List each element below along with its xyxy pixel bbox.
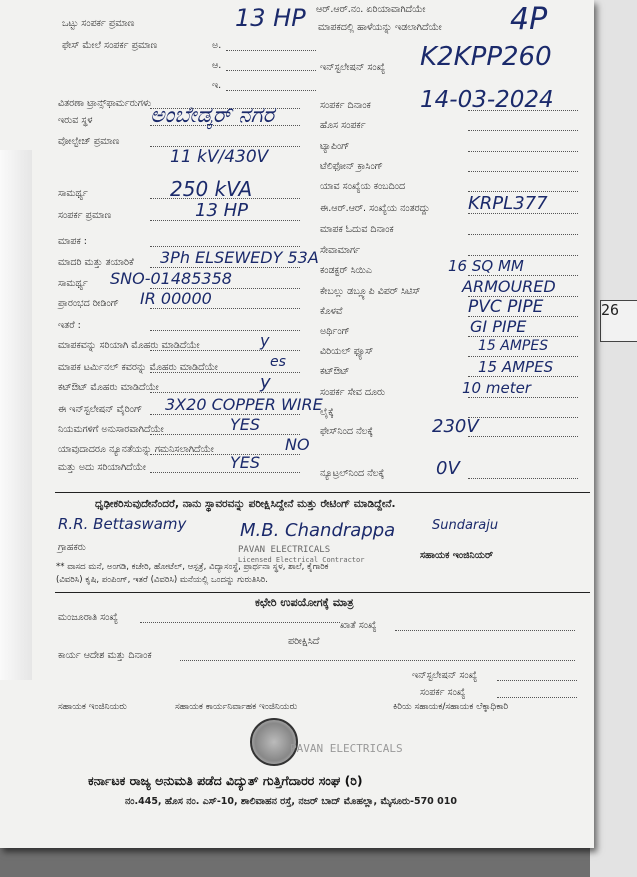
right-field-label: ಕೇಬಲ್ಲು ಡಬ್ಲ್ಯೂಪಿ ವಿಪರ್ ಸಿಟಿಸ್ <box>320 286 421 297</box>
left-field-line <box>150 330 300 331</box>
association-title: ಕರ್ನಾಟಕ ರಾಜ್ಯ ಅನುಮತಿ ಪಡೆದ ವಿದ್ಯುತ್ ಗುತ್ತಿಗೆದಾರರ ಸಂಘ (ರಿ) <box>88 773 363 788</box>
left-field-value: IR 00000 <box>140 289 212 309</box>
left-field-value: y <box>260 331 270 351</box>
left-field-value: 11 kV/430V <box>170 146 269 167</box>
right-field-label: ಟೆಲಿಫೋನ್ ಕ್ರಾಸಿಂಗ್ <box>320 161 383 172</box>
phase-load-label: ಫೇಸ್ ಮೇಲೆ ಸಂಪರ್ಕ ಪ್ರಮಾಣ <box>62 40 158 51</box>
right-field-line <box>468 130 578 131</box>
right-field-label: ಸಂಪರ್ಕ ದಿನಾಂಕ <box>320 100 371 111</box>
office-installation-label: ಇನ್‌ಸ್ಟಲೇಷನ್ ಸಂಖ್ಯೆ <box>412 670 478 681</box>
left-field-value: es <box>270 354 286 371</box>
left-field-value: y <box>260 372 271 394</box>
office-use-heading: ಕಛೇರಿ ಉಪಯೋಗಕ್ಕೆ ಮಾತ್ರ <box>255 596 354 609</box>
right-field-value: KRPL377 <box>468 193 548 215</box>
right-field-line <box>468 478 578 479</box>
left-field-label: ಸಂಪರ್ಕ ಪ್ರಮಾಣ <box>58 210 112 221</box>
left-field-value: 250 kVA <box>170 177 253 201</box>
customer-label: ಗ್ರಾಹಕರು <box>58 542 86 553</box>
left-field-label: ಕಟ್‌ಔಟ್ ಮೊಹರು ಮಾಡಿದೆಯೇ <box>58 382 159 393</box>
contractor-stamp-sub: Licensed Electrical Contractor <box>238 556 365 564</box>
usage-note-line1: ** ವಾಸದ ಮನೆ, ಅಂಗಡಿ, ಕಚೇರಿ, ಹೋಟೆಲ್, ಆಸ್ಪತ್ರೆ, ವಿದ್ಯಾಸಂಸ್ಥೆ, ಪ್ರಾರ್ಥನಾ ಸ್ಥಳ, ಶಾಲೆ, ಕೈಗಾರಿಕ <box>56 562 329 572</box>
meter-sheet-value: 4P <box>510 2 548 37</box>
right-field-label: ಟ್ಯಾಪಿಂಗ್ <box>320 141 350 152</box>
left-field-line <box>150 472 300 473</box>
left-field-label: ಯಾವುದಾದರೂ ನ್ಯೂನತೆಯನ್ನು ಗಮನಿಸಲಾಗಿದೆಯೇ <box>58 444 214 455</box>
ae-label: ಸಹಾಯಕ ಇಂಜಿನಿಯರು <box>58 702 127 712</box>
left-field-line <box>150 454 300 455</box>
divider-certification <box>55 492 590 493</box>
right-field-value: 14-03-2024 <box>420 87 554 114</box>
work-order-label: ಕಾರ್ಯ ಆದೇಶ ಮತ್ತು ದಿನಾಂಕ <box>58 650 152 661</box>
left-field-label: ವಿತರಣಾ ಟ್ರಾನ್ಸ್‌ಫಾರ್ಮರುಗಳು <box>58 98 152 109</box>
right-field-label: ನ್ಯೂಟ್ರಲ್‌ನಿಂದ ನೆಲಕ್ಕೆ <box>320 468 385 479</box>
engineer-stamp: ಸಹಾಯಕ ಇಂಜಿನಿಯರ್ <box>420 550 494 561</box>
certification-statement: ಧೃಢೀಕರಿಸುವುದೇನೆಂದರೆ, ನಾನು ಸ್ಥಾವರವನ್ನು ಪರೀಕ್ಷಿಸಿದ್ದೇನೆ ಮತ್ತು ರೇಟಿಂಗ್ ಮಾಡಿದ್ದೇನೆ. <box>95 498 396 510</box>
right-field-value: PVC PIPE <box>468 296 544 317</box>
phase-aa-line <box>226 70 316 71</box>
engineer-signature: Sundaraju <box>432 518 499 533</box>
right-field-label: ಮಾಪಕ ಓದುವ ದಿನಾಂಕ <box>320 224 394 235</box>
meter-sheet-label: ಮಾಪಕದಲ್ಲಿ ಹಾಳೆಯನ್ನು ಇಡಲಾಗಿದೆಯೇ <box>318 22 442 33</box>
sanction-no-label: ಮಂಜೂರಾತಿ ಸಂಖ್ಯೆ <box>58 612 118 623</box>
phase-i-line <box>226 90 316 91</box>
left-field-value: 3X20 COPPER WIRE <box>165 395 323 415</box>
office-connection-line <box>497 697 577 698</box>
right-field-line <box>468 397 578 398</box>
right-field-label: ಕೊಳವೆ <box>320 306 343 317</box>
left-field-value: 3Ph ELSEWEDY 53A <box>160 248 319 268</box>
rr-area-label: ಆರ್.ಆರ್.ನಂ. ಏರಿಯಾವಾಗಿದೆಯೇ <box>316 4 426 15</box>
right-field-line <box>468 234 578 235</box>
customer-signature: R.R. Bettaswamy <box>58 515 187 533</box>
checked-label: ಪರೀಕ್ಷಿಸಿದೆ <box>288 636 320 647</box>
work-order-line <box>180 660 575 661</box>
right-field-line <box>468 171 578 172</box>
left-field-value: YES <box>230 415 261 435</box>
right-field-label: ಅರ್ಥಿಂಗ್ <box>320 326 350 337</box>
right-field-label: ಹೊಸ ಸಂಪರ್ಕ <box>320 120 366 131</box>
left-field-label: ಸಾಮರ್ಥ್ಯ <box>58 188 88 199</box>
contractor-signature: M.B. Chandrappa <box>240 520 396 541</box>
left-field-label: ಮಾಪಕ : <box>58 236 87 247</box>
right-field-value: 15 AMPES <box>478 338 549 355</box>
right-field-label: ಕಂಡಕ್ಟರ್ ಸಿಯಿಎ <box>320 265 372 276</box>
right-field-value: 15 AMPES <box>478 357 554 376</box>
total-connection-value: 13 HP <box>235 4 306 32</box>
left-field-label: ಇತರೆ : <box>58 320 81 331</box>
right-field-label: ಈ.ಆರ್.ಆರ್. ಸಂಖ್ಯೆಯ ನಂತರದ್ದು <box>320 203 430 214</box>
background-sheet <box>590 0 637 877</box>
left-field-value: NO <box>285 435 310 455</box>
right-field-label: ಸಂಪರ್ಕ ಸೇವ ದೂರು <box>320 387 386 398</box>
right-field-label: ವಿರಿಯಲ್ ಫ್ಯೂಸ್ <box>320 346 374 357</box>
left-field-label: ಇರುವ ಸ್ಥಳ <box>58 115 93 126</box>
right-field-value: GI PIPE <box>470 317 527 337</box>
left-field-value: ಅಂಬೇಡ್ಕರ್ ನಗರ <box>150 102 275 128</box>
left-field-label: ವೋಲ್ಟೇಜ್ ಪ್ರಮಾಣ <box>58 136 120 147</box>
right-field-value: 10 meter <box>462 378 531 397</box>
left-field-label: ಸಾಮರ್ಥ್ಯ <box>58 278 88 289</box>
left-field-line <box>150 434 300 435</box>
account-no-label: ಖಾತೆ ಸಂಖ್ಯೆ <box>340 620 377 631</box>
right-field-line <box>468 417 578 418</box>
account-no-line <box>395 630 575 631</box>
association-address: ನಂ.445, ಹೊಸ ನಂ. ಎಸ್-10, ಶಾಲಿವಾಹನ ರಸ್ತೆ, ನಜರ್ ಬಾದ್ ಮೊಹಲ್ಲಾ, ಮೈಸೂರು-570 010 <box>125 796 457 807</box>
ao-label: ಕಿರಿಯ ಸಹಾಯಕ/ಸಹಾಯಕ ಲೆಕ್ಕಾಧಿಕಾರಿ <box>393 702 509 712</box>
aee-label: ಸಹಾಯಕ ಕಾರ್ಯನಿರ್ವಾಹಕ ಇಂಜಿನಿಯರು <box>175 702 298 712</box>
left-field-label: ಮಾದರಿ ಮತ್ತು ತಯಾರಿಕೆ <box>58 257 134 268</box>
right-field-label: ಕಟ್‌ಔಟ್ <box>320 366 350 377</box>
installation-no-label: ಇನ್‌ಸ್ಟಲೇಷನ್ ಸಂಖ್ಯೆ <box>320 62 386 73</box>
right-field-label: ಸೇವಾಮಾರ್ಗ <box>320 245 361 256</box>
phase-aa-label: ಆ. <box>212 60 222 71</box>
right-field-line <box>468 436 578 437</box>
left-field-label: ಪ್ರಾರಂಭದ ರೀಡಿಂಗ್ <box>58 298 119 309</box>
right-field-line <box>468 376 578 377</box>
right-field-label: ಫೇಸ್‌ನಿಂದ ನೆಲಕ್ಕೆ <box>320 426 374 437</box>
left-field-label: ಮಾಪಕ ಟರ್ಮಿನಲ್ ಕವರನ್ನು ಮೊಹರು ಮಾಡಿದೆಯೇ <box>58 362 218 373</box>
sanction-no-line <box>140 622 340 623</box>
background-sheet-number: 26 <box>600 300 637 342</box>
left-field-line <box>150 392 300 393</box>
right-field-value: ARMOURED <box>462 277 556 297</box>
office-connection-label: ಸಂಪರ್ಕ ಸಂಖ್ಯೆ <box>420 687 466 698</box>
left-field-value: 13 HP <box>195 200 249 222</box>
right-field-line <box>468 275 578 276</box>
left-field-line <box>150 372 300 373</box>
right-field-value: 16 SQ MM <box>448 256 524 275</box>
left-field-line <box>150 350 300 351</box>
footer-stamp: PAVAN ELECTRICALS <box>290 742 403 755</box>
phase-i-label: ಇ. <box>212 80 222 91</box>
right-field-value: 0V <box>436 458 460 480</box>
installation-no-value: K2KPP260 <box>420 42 552 72</box>
left-field-label: ಮತ್ತು ಅದು ಸರಿಯಾಗಿದೆಯೇ <box>58 462 146 473</box>
left-field-label: ಈ ಇನ್‌ಸ್ಟಲೇಷನ್ ವೈರಿಂಗ್ <box>58 404 143 415</box>
contractor-stamp: PAVAN ELECTRICALS <box>238 545 331 555</box>
office-installation-line <box>497 680 577 681</box>
usage-note-line2: (ವಿವರಿಸಿ) ಕೃಷಿ, ಪಂಪಿಂಗ್, ಇತರೆ (ವಿವರಿಸಿ) ಮನೆಯಲ್ಲಿ ಒಂದನ್ನು ಗುರುತಿಸಿರಿ. <box>56 575 268 585</box>
phase-a-label: ಅ. <box>212 40 222 51</box>
left-field-value: SNO-01485358 <box>110 269 232 289</box>
right-field-line <box>468 191 578 192</box>
left-field-value: YES <box>230 453 261 473</box>
paper-fold <box>0 150 32 680</box>
right-field-line <box>468 151 578 152</box>
phase-a-line <box>226 50 316 51</box>
total-connection-label: ಒಟ್ಟು ಸಂಪರ್ಕ ಪ್ರಮಾಣ <box>62 18 135 29</box>
right-field-value: 230V <box>432 416 479 438</box>
left-field-line <box>150 246 300 247</box>
right-field-label: ಲೈಕ್ಕೆ <box>320 407 334 418</box>
left-field-label: ನಿಯಮಗಳಿಗೆ ಅನುಸಾರವಾಗಿದೆಯೇ <box>58 424 164 435</box>
divider-office <box>55 592 590 593</box>
right-field-label: ಯಾವ ಸಂಖ್ಯೆಯ ಕಂಬದಿಂದ <box>320 181 406 192</box>
left-field-label: ಮಾಪಕವನ್ನು ಸರಿಯಾಗಿ ಮೊಹರು ಮಾಡಿದೆಯೇ <box>58 340 200 351</box>
